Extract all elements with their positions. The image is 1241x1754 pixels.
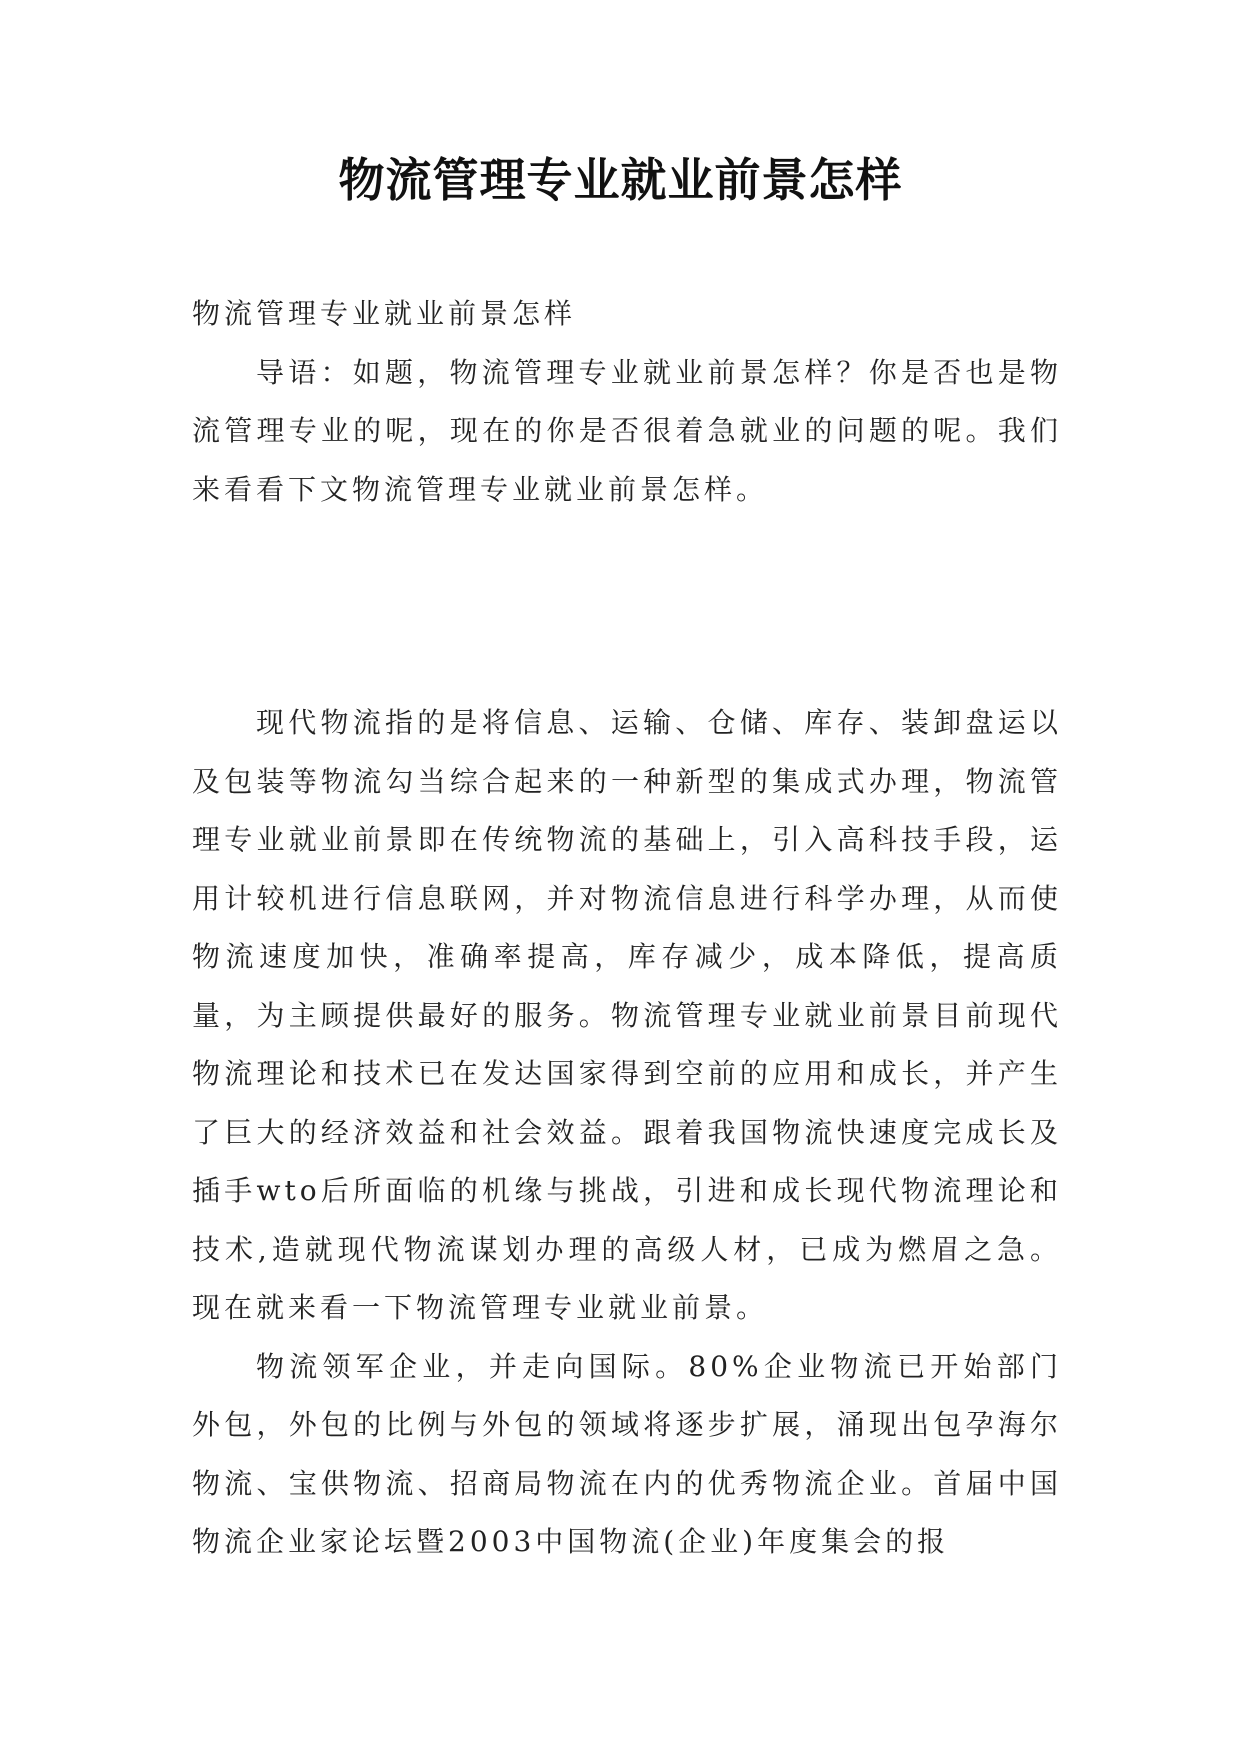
document-title: 物流管理专业就业前景怎样 [338,153,903,207]
intro-paragraph: 导语：如题，物流管理专业就业前景怎样？你是否也是物流管理专业的呢，现在的你是否很着急就业的问题的呢。我们来看看下文物流管理专业就业前景怎样。 [192,355,1062,506]
document-body [192,285,1062,1572]
blank-space [192,519,1062,694]
body-paragraph-2: 物流领军企业，并走向国际。80%企业物流已开始部门外包，外包的比例与外包的领域将逐步扩展，涌现出包孕海尔物流、宝供物流、招商局物流在内的优秀物流企业。首届中国物流企业家论坛暨2003中国物流(企业)年度集会的报 [192,1349,1062,1558]
document-subtitle: 物流管理专业就业前景怎样 [192,297,577,330]
body-paragraph-1: 现代物流指的是将信息、运输、仓储、库存、装卸盘运以及包装等物流勾当综合起来的一种新型的集成式办理，物流管理专业就业前景即在传统物流的基础上，引入高科技手段，运用计较机进行信息联网，并对物流信息进行科学办理，从而使物流速度加快，准确率提高，库存减少，成本降低，提高质量，为主顾提供最好的服务。物流管理专业就业前景目前现代物流理论和技术已在发达国家得到空前的应用和成长，并产生了巨大的经济效益和社会效益。跟着我国物流快速度完成长及插手wto后所面临的机缘与挑战，引进和成长现代物流理论和技术,造就现代物流谋划办理的高级人材，已成为燃眉之急。现在就来看一下物流管理专业就业前景。 [192,706,1062,1324]
